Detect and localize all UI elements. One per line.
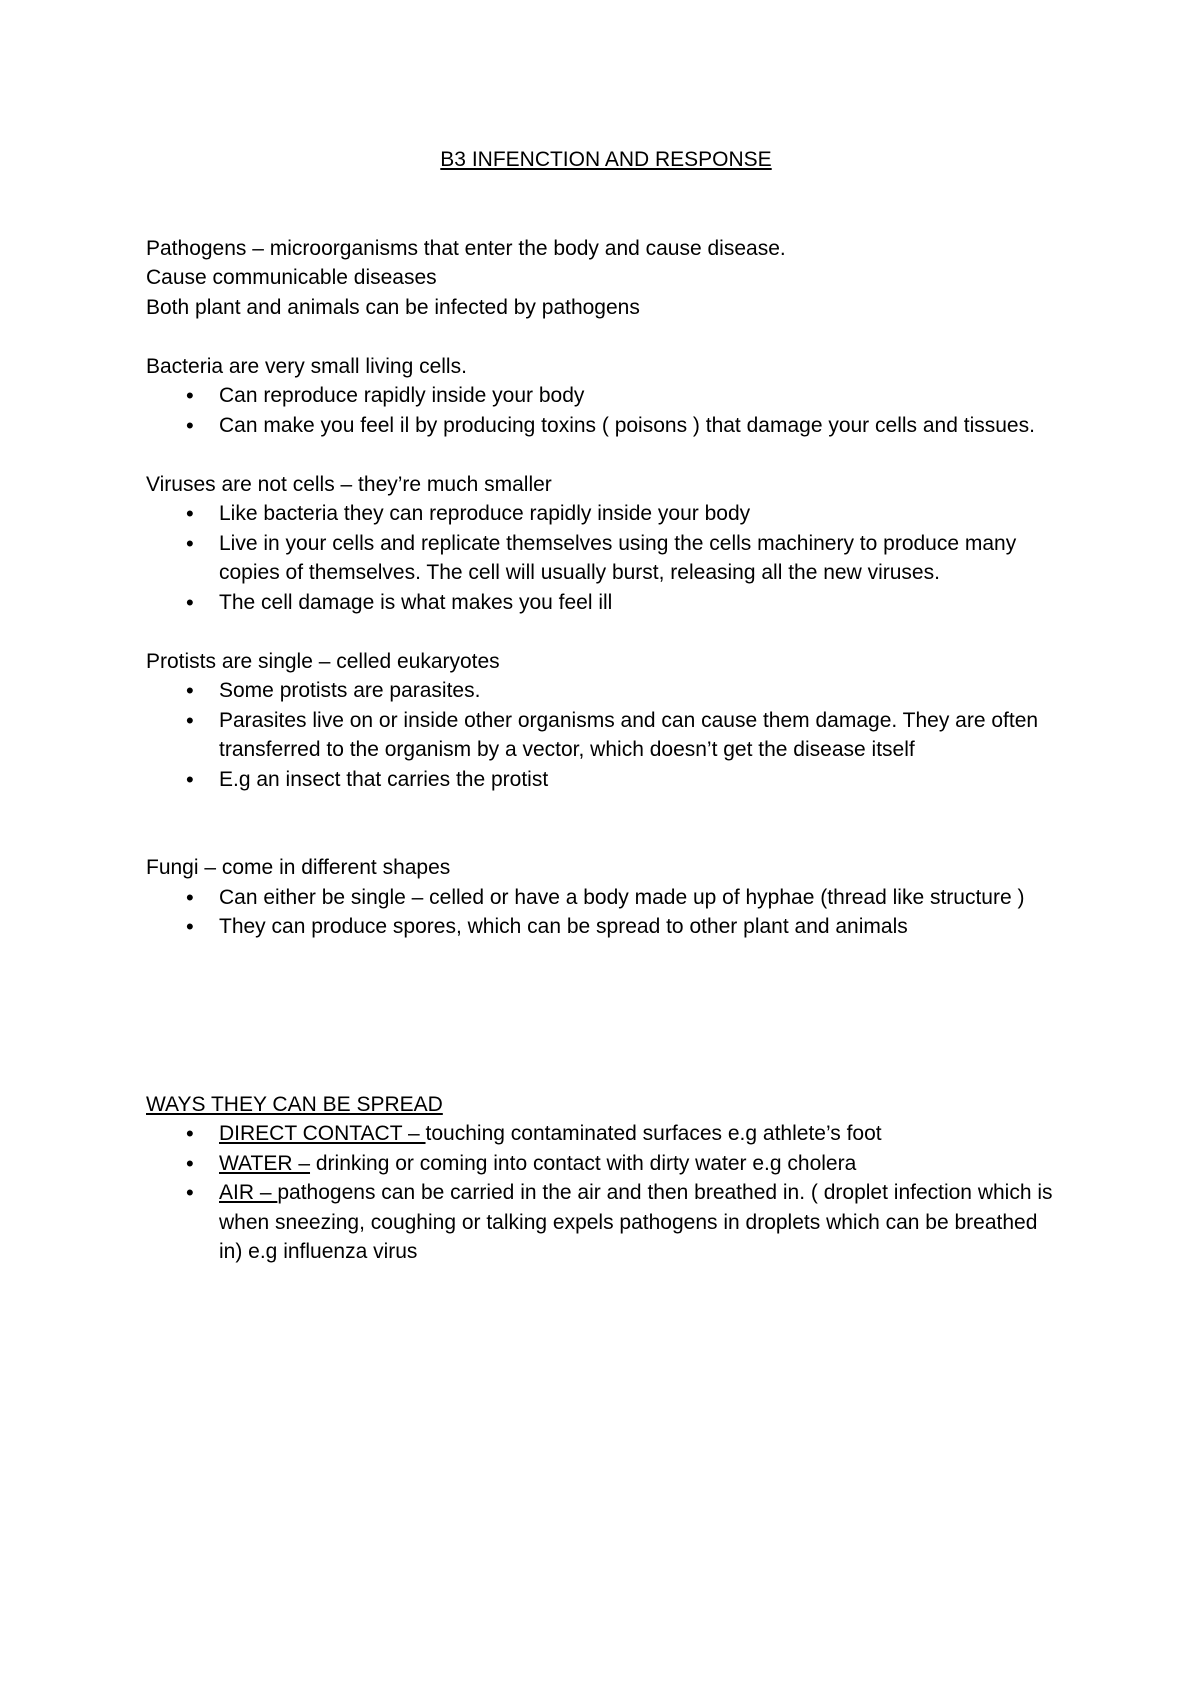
spread-section <box>146 1090 1066 1267</box>
pathogens-definition: Pathogens – microorganisms that enter the body and cause disease. <box>146 236 786 260</box>
viruses-section <box>146 470 1066 618</box>
spread-text: pathogens can be carried in the air and then breathed in. ( droplet infection which is when sneezing, coughing or talking expels pathogens in droplets which can be breathed in) e.g influenza virus <box>219 1181 1053 1263</box>
spread-text: drinking or coming into contact with dirty water e.g cholera <box>310 1151 857 1175</box>
viruses-heading: Viruses are not cells – they’re much smaller <box>146 472 552 496</box>
list-item <box>219 1178 1066 1267</box>
list-item: • Can make you feel il by producing toxins ( poisons ) that damage your cells and tissues. <box>219 411 1066 441</box>
fungi-list <box>146 883 1066 942</box>
viruses-list <box>146 499 1066 617</box>
list-item <box>219 1149 1066 1179</box>
pathogens-line: Both plant and animals can be infected by pathogens <box>146 295 640 319</box>
list-item: • Like bacteria they can reproduce rapidly inside your body <box>219 499 1066 529</box>
protists-section <box>146 647 1066 795</box>
spread-heading: WAYS THEY CAN BE SPREAD <box>146 1092 443 1116</box>
spread-label-direct-contact: DIRECT CONTACT – <box>219 1122 426 1145</box>
spread-list <box>146 1119 1066 1267</box>
bacteria-list <box>146 381 1066 440</box>
spread-label-air: AIR – <box>219 1181 278 1204</box>
pathogens-line: Cause communicable diseases <box>146 266 437 289</box>
list-item: • The cell damage is what makes you feel ill <box>219 588 1066 618</box>
document-content <box>146 145 1066 1267</box>
protists-list <box>146 676 1066 794</box>
fungi-section <box>146 853 1066 942</box>
pathogens-section <box>146 234 1066 323</box>
bacteria-heading: Bacteria are very small living cells. <box>146 354 467 378</box>
list-item <box>219 1119 1066 1149</box>
list-item: • Can either be single – celled or have a body made up of hyphae (thread like structure ) <box>219 883 1066 913</box>
list-item: • Live in your cells and replicate themselves using the cells machinery to produce many copies of themselves. The cell will usually burst, releasing all the new viruses. <box>219 529 1066 588</box>
list-item: • E.g an insect that carries the protist <box>219 765 1066 795</box>
list-item: • They can produce spores, which can be spread to other plant and animals <box>219 912 1066 942</box>
list-item: • Parasites live on or inside other organisms and can cause them damage. They are often transferred to the organism by a vector, which doesn’t get the disease itself <box>219 706 1066 765</box>
protists-heading: Protists are single – celled eukaryotes <box>146 649 500 673</box>
bacteria-section <box>146 352 1066 441</box>
document-title: B3 INFENCTION AND RESPONSE <box>440 148 772 171</box>
spread-text: touching contaminated surfaces e.g athlete’s foot <box>425 1122 882 1145</box>
spread-label-water: WATER – <box>219 1151 311 1175</box>
list-item: • Can reproduce rapidly inside your body <box>219 381 1066 411</box>
fungi-heading: Fungi – come in different shapes <box>146 856 451 879</box>
list-item: • Some protists are parasites. <box>219 676 1066 706</box>
